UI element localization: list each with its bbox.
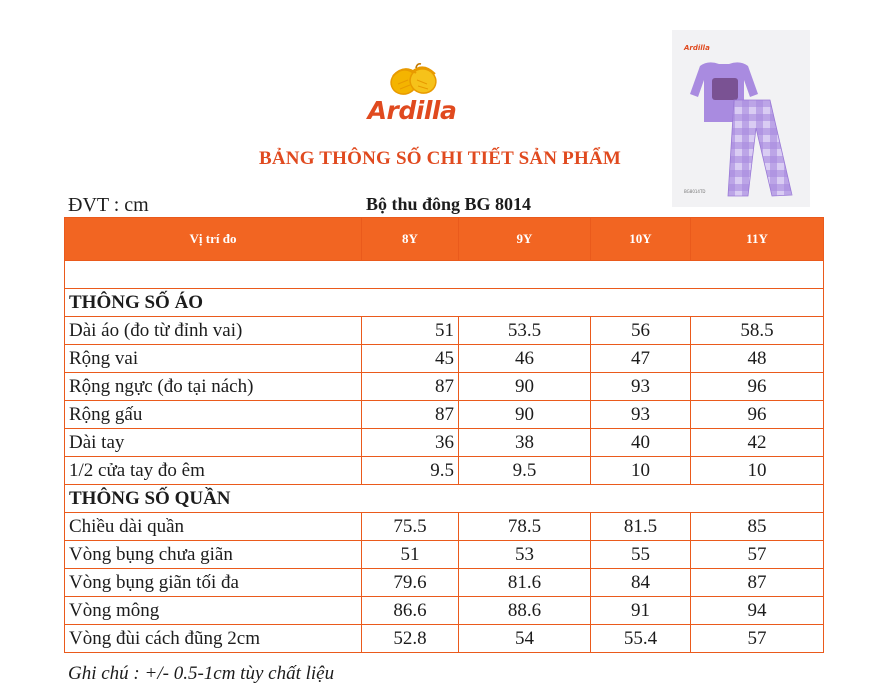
cell-9y: 46 <box>459 345 591 373</box>
cell-10y: 10 <box>591 457 691 485</box>
row-label: Rộng ngực (đo tại nách) <box>65 373 362 401</box>
row-label: Rộng vai <box>65 345 362 373</box>
table-row <box>65 429 824 457</box>
cell-10y: 84 <box>591 569 691 597</box>
cell-9y: 38 <box>459 429 591 457</box>
table-header-row <box>65 218 824 261</box>
row-label: Rộng gấu <box>65 401 362 429</box>
row-label: Vòng đùi cách đũng 2cm <box>65 625 362 653</box>
cell-10y: 40 <box>591 429 691 457</box>
cell-10y: 93 <box>591 401 691 429</box>
cell-10y: 55.4 <box>591 625 691 653</box>
table-row <box>65 345 824 373</box>
cell-8y: 75.5 <box>362 513 459 541</box>
header-size-8y: 8Y <box>362 218 459 261</box>
size-spec-table <box>64 217 824 653</box>
row-label: Vòng mông <box>65 597 362 625</box>
spacer-row <box>65 261 824 289</box>
unit-label: ĐVT : cm <box>68 194 149 216</box>
cell-10y: 55 <box>591 541 691 569</box>
cell-8y: 86.6 <box>362 597 459 625</box>
cell-11y: 42 <box>691 429 824 457</box>
row-label: Dài áo (đo từ đỉnh vai) <box>65 317 362 345</box>
pants-shape <box>728 100 792 196</box>
row-label: Chiều dài quần <box>65 513 362 541</box>
section-title-shirt: THÔNG SỐ ÁO <box>65 289 824 317</box>
product-image <box>672 30 810 207</box>
cell-11y: 96 <box>691 401 824 429</box>
cell-8y: 51 <box>362 541 459 569</box>
section-title-pants: THÔNG SỐ QUẦN <box>65 485 824 513</box>
cell-11y: 48 <box>691 345 824 373</box>
cell-8y: 79.6 <box>362 569 459 597</box>
product-code: BG8014TD <box>684 189 706 194</box>
cell-10y: 91 <box>591 597 691 625</box>
header-size-9y: 9Y <box>459 218 591 261</box>
cell-9y: 81.6 <box>459 569 591 597</box>
cell-9y: 53.5 <box>459 317 591 345</box>
cell-9y: 53 <box>459 541 591 569</box>
acorn-icon <box>388 64 439 98</box>
cell-10y: 47 <box>591 345 691 373</box>
cell-11y: 58.5 <box>691 317 824 345</box>
table-row <box>65 513 824 541</box>
row-label: Dài tay <box>65 429 362 457</box>
shirt-print <box>712 78 738 100</box>
product-name: Bộ thu đông BG 8014 <box>366 194 532 214</box>
table-row <box>65 625 824 653</box>
header-size-11y: 11Y <box>691 218 824 261</box>
table-row <box>65 541 824 569</box>
cell-8y: 51 <box>362 317 459 345</box>
cell-11y: 87 <box>691 569 824 597</box>
brand-logo <box>360 62 464 134</box>
cell-9y: 88.6 <box>459 597 591 625</box>
row-label: 1/2 cửa tay đo êm <box>65 457 362 485</box>
cell-10y: 93 <box>591 373 691 401</box>
cell-8y: 36 <box>362 429 459 457</box>
cell-9y: 90 <box>459 401 591 429</box>
cell-11y: 57 <box>691 625 824 653</box>
cell-8y: 45 <box>362 345 459 373</box>
brand-wordmark: Ardilla <box>367 96 457 125</box>
table-row <box>65 569 824 597</box>
header-measure-position: Vị trí đo <box>65 218 362 261</box>
table-row <box>65 317 824 345</box>
table-row <box>65 401 824 429</box>
row-label: Vòng bụng giãn tối đa <box>65 569 362 597</box>
cell-8y: 9.5 <box>362 457 459 485</box>
product-image-brand: Ardilla <box>684 44 710 52</box>
cell-10y: 56 <box>591 317 691 345</box>
cell-11y: 57 <box>691 541 824 569</box>
page-title: BẢNG THÔNG SỐ CHI TIẾT SẢN PHẨM <box>259 148 621 169</box>
table-row <box>65 597 824 625</box>
section-title-row <box>65 485 824 513</box>
header-size-10y: 10Y <box>591 218 691 261</box>
footnote: Ghi chú : +/- 0.5-1cm tùy chất liệu <box>68 663 335 684</box>
cell-10y: 81.5 <box>591 513 691 541</box>
cell-11y: 10 <box>691 457 824 485</box>
cell-11y: 94 <box>691 597 824 625</box>
row-label: Vòng bụng chưa giãn <box>65 541 362 569</box>
cell-8y: 87 <box>362 401 459 429</box>
cell-8y: 52.8 <box>362 625 459 653</box>
table-row <box>65 373 824 401</box>
cell-11y: 85 <box>691 513 824 541</box>
cell-9y: 9.5 <box>459 457 591 485</box>
cell-9y: 90 <box>459 373 591 401</box>
section-title-row <box>65 289 824 317</box>
cell-9y: 78.5 <box>459 513 591 541</box>
cell-9y: 54 <box>459 625 591 653</box>
cell-11y: 96 <box>691 373 824 401</box>
table-row <box>65 457 824 485</box>
cell-8y: 87 <box>362 373 459 401</box>
